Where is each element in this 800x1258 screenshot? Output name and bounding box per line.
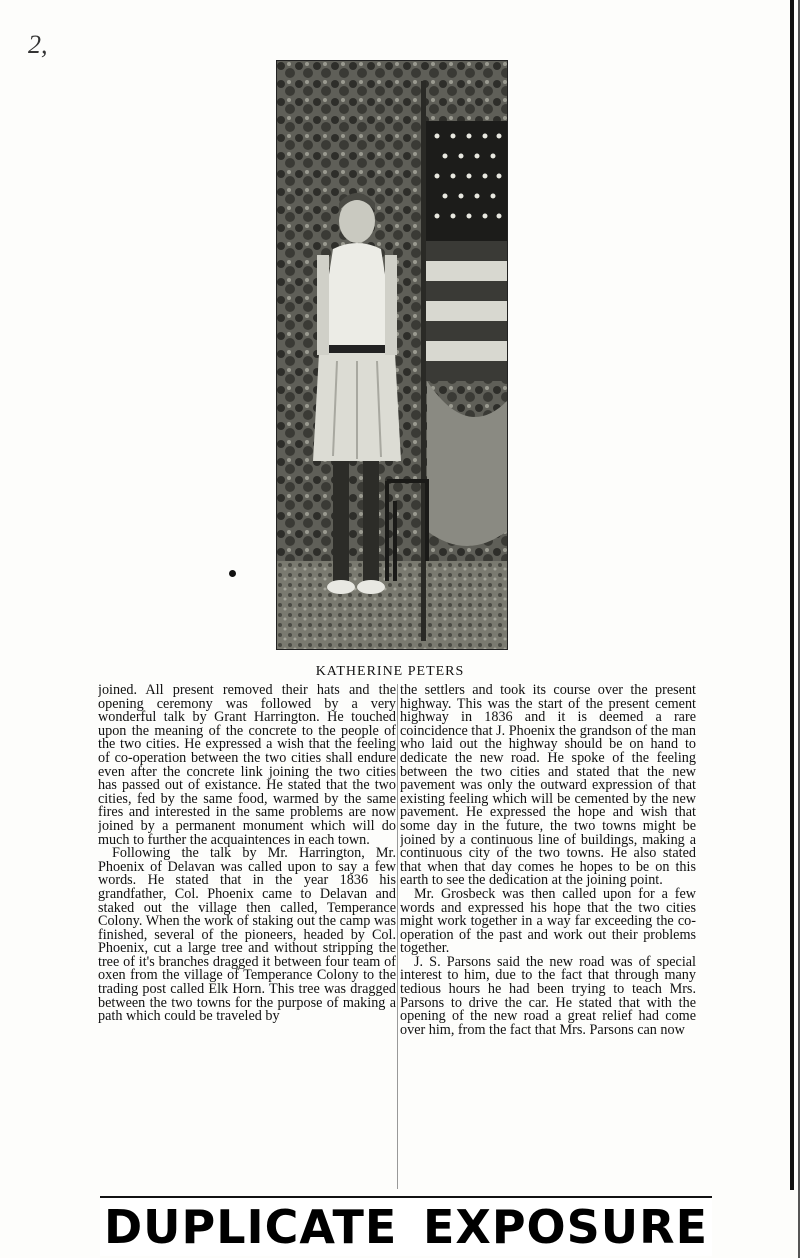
stamp-word-duplicate: DUPLICATE bbox=[104, 1200, 398, 1254]
right-arm bbox=[385, 255, 397, 355]
ink-dot bbox=[229, 570, 236, 577]
belt bbox=[319, 345, 395, 353]
article-paragraph: Mr. Grosbeck was then called upon for a few words and expressed his hope that the two cities might work together in a way far exceeding the co-operation of the past and work out their problems together. bbox=[400, 885, 696, 957]
article-right-column bbox=[400, 684, 696, 1194]
article-paragraph: the settlers and took its course over the present highway. This was the start of the present cement highway in 1836 and it is deemed a rare coincidence that J. Phoenix the grandson of the man who laid out the highway should be on hand to dedicate the new road. He spoke of the feeling between the two cities and stated that the new pavement was only the outward expression of that existing feeling which will be cemented by the new pavement. He expressed the hope and wish that some day in the future, the two towns might be joined by a continuous line of buildings, making a continuous city of the two towns. He also stated that when that day comes he hopes to be on this earth to see the dedication at the joining point. bbox=[400, 684, 696, 889]
column-divider bbox=[397, 684, 398, 1189]
article-paragraph: Following the talk by Mr. Harrington, Mr. Phoenix of Delavan was called upon to say a few words. He stated that in the year 1836 his grandfather, Col. Phoenix came to Delavan and staked out the village then called, Temperance Colony. When the work of staking out the camp was finished, several of the pioneers, headed by Col. Phoenix, cut a large tree and without stripping the tree of it's branches dragged it between four team of oxen from the village of Temperance Colony to the trading post called Elk Horn. This tree was dragged between the two towns for the purpose of making a path which could be traveled by bbox=[98, 845, 396, 1025]
portrait-photo bbox=[276, 60, 508, 650]
stamp-word-exposure: EXPOSURE bbox=[422, 1200, 708, 1254]
duplicate-exposure-stamp bbox=[100, 1196, 712, 1256]
article-paragraph: joined. All present removed their hats and the opening ceremony was followed by a very wonderful talk by Grant Harrington. He touched upon the meaning of the concrete to the people of the two cities. He expressed a wish that the feeling of co-operation between the two cities shall endure even after the concrete link joining the two cities has passed out of existance. He stated that the two cities, fed by the same food, warmed by the same fires and interested in the same problems are now joined by a permanent monument which will do much to further the acquaintences in each town. bbox=[98, 684, 396, 848]
left-shoe bbox=[327, 580, 355, 594]
right-leg bbox=[363, 461, 379, 581]
portrait-photo-drawing bbox=[277, 61, 507, 649]
ground bbox=[277, 561, 507, 649]
right-border-rule bbox=[790, 0, 794, 1190]
left-arm bbox=[317, 255, 329, 355]
head bbox=[339, 199, 375, 243]
flag-canton bbox=[426, 121, 507, 241]
left-leg bbox=[333, 461, 349, 581]
article-paragraph: J. S. Parsons said the new road was of special interest to him, due to the fact that through many tedious hours he had been trying to teach Mrs. Parsons to drive the car. He stated that with the opening of the new road a great relief had come over him, from the fact that Mrs. Parsons can now bbox=[400, 953, 696, 1038]
article-left-column bbox=[98, 684, 396, 1194]
american-flag bbox=[426, 121, 507, 546]
photo-caption: KATHERINE PETERS bbox=[315, 664, 465, 679]
page-number-mark: 2, bbox=[28, 30, 48, 59]
right-shoe bbox=[357, 580, 385, 594]
